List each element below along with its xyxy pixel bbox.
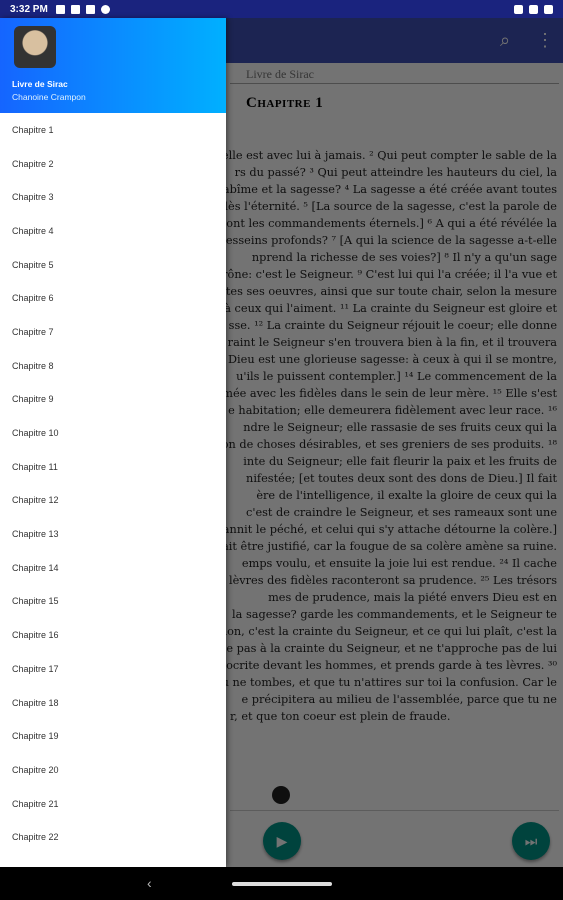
drawer-subtitle: Chanoine Crampon <box>12 92 86 102</box>
chapter-menu <box>0 113 226 854</box>
author-avatar <box>14 26 56 68</box>
parking-icon <box>71 5 80 14</box>
status-time: 3:32 PM <box>10 3 48 15</box>
drawer-item-chapitre-13[interactable]: Chapitre 13 <box>12 529 59 540</box>
status-system-icons <box>514 5 553 14</box>
drawer-item-chapitre-10[interactable]: Chapitre 10 <box>12 428 59 439</box>
navigation-drawer <box>0 18 226 867</box>
gallery-icon <box>56 5 65 14</box>
drawer-item-chapitre-16[interactable]: Chapitre 16 <box>12 630 59 641</box>
circle-icon <box>101 5 110 14</box>
vpn-icon <box>514 5 523 14</box>
drawer-item-chapitre-2[interactable]: Chapitre 2 <box>12 158 54 169</box>
drawer-item-chapitre-15[interactable]: Chapitre 15 <box>12 596 59 607</box>
back-icon[interactable]: ‹ <box>147 875 152 891</box>
drawer-item-chapitre-14[interactable]: Chapitre 14 <box>12 562 59 573</box>
drawer-item-chapitre-4[interactable]: Chapitre 4 <box>12 225 54 236</box>
wifi-icon <box>529 5 538 14</box>
drawer-item-chapitre-8[interactable]: Chapitre 8 <box>12 360 54 371</box>
drawer-item-chapitre-5[interactable]: Chapitre 5 <box>12 259 54 270</box>
drawer-item-chapitre-7[interactable]: Chapitre 7 <box>12 326 54 337</box>
drawer-header <box>0 18 226 113</box>
status-bar <box>0 0 563 18</box>
drawer-item-chapitre-11[interactable]: Chapitre 11 <box>12 461 58 472</box>
home-handle[interactable] <box>232 882 332 886</box>
drawer-item-chapitre-6[interactable]: Chapitre 6 <box>12 293 54 304</box>
drawer-item-chapitre-19[interactable]: Chapitre 19 <box>12 731 59 742</box>
drawer-item-chapitre-17[interactable]: Chapitre 17 <box>12 663 59 674</box>
battery-icon <box>544 5 553 14</box>
drawer-item-chapitre-9[interactable]: Chapitre 9 <box>12 394 54 405</box>
wifi-off-icon <box>86 5 95 14</box>
drawer-item-chapitre-21[interactable]: Chapitre 21 <box>12 798 59 809</box>
system-nav-bar <box>0 867 563 900</box>
drawer-item-chapitre-18[interactable]: Chapitre 18 <box>12 697 59 708</box>
drawer-item-chapitre-3[interactable]: Chapitre 3 <box>12 192 54 203</box>
drawer-item-chapitre-22[interactable]: Chapitre 22 <box>12 832 59 843</box>
drawer-item-chapitre-1[interactable]: Chapitre 1 <box>12 124 54 135</box>
drawer-item-chapitre-20[interactable]: Chapitre 20 <box>12 764 59 775</box>
drawer-title: Livre de Sirac <box>12 79 68 89</box>
drawer-item-chapitre-12[interactable]: Chapitre 12 <box>12 495 59 506</box>
status-notification-icons <box>56 5 110 14</box>
